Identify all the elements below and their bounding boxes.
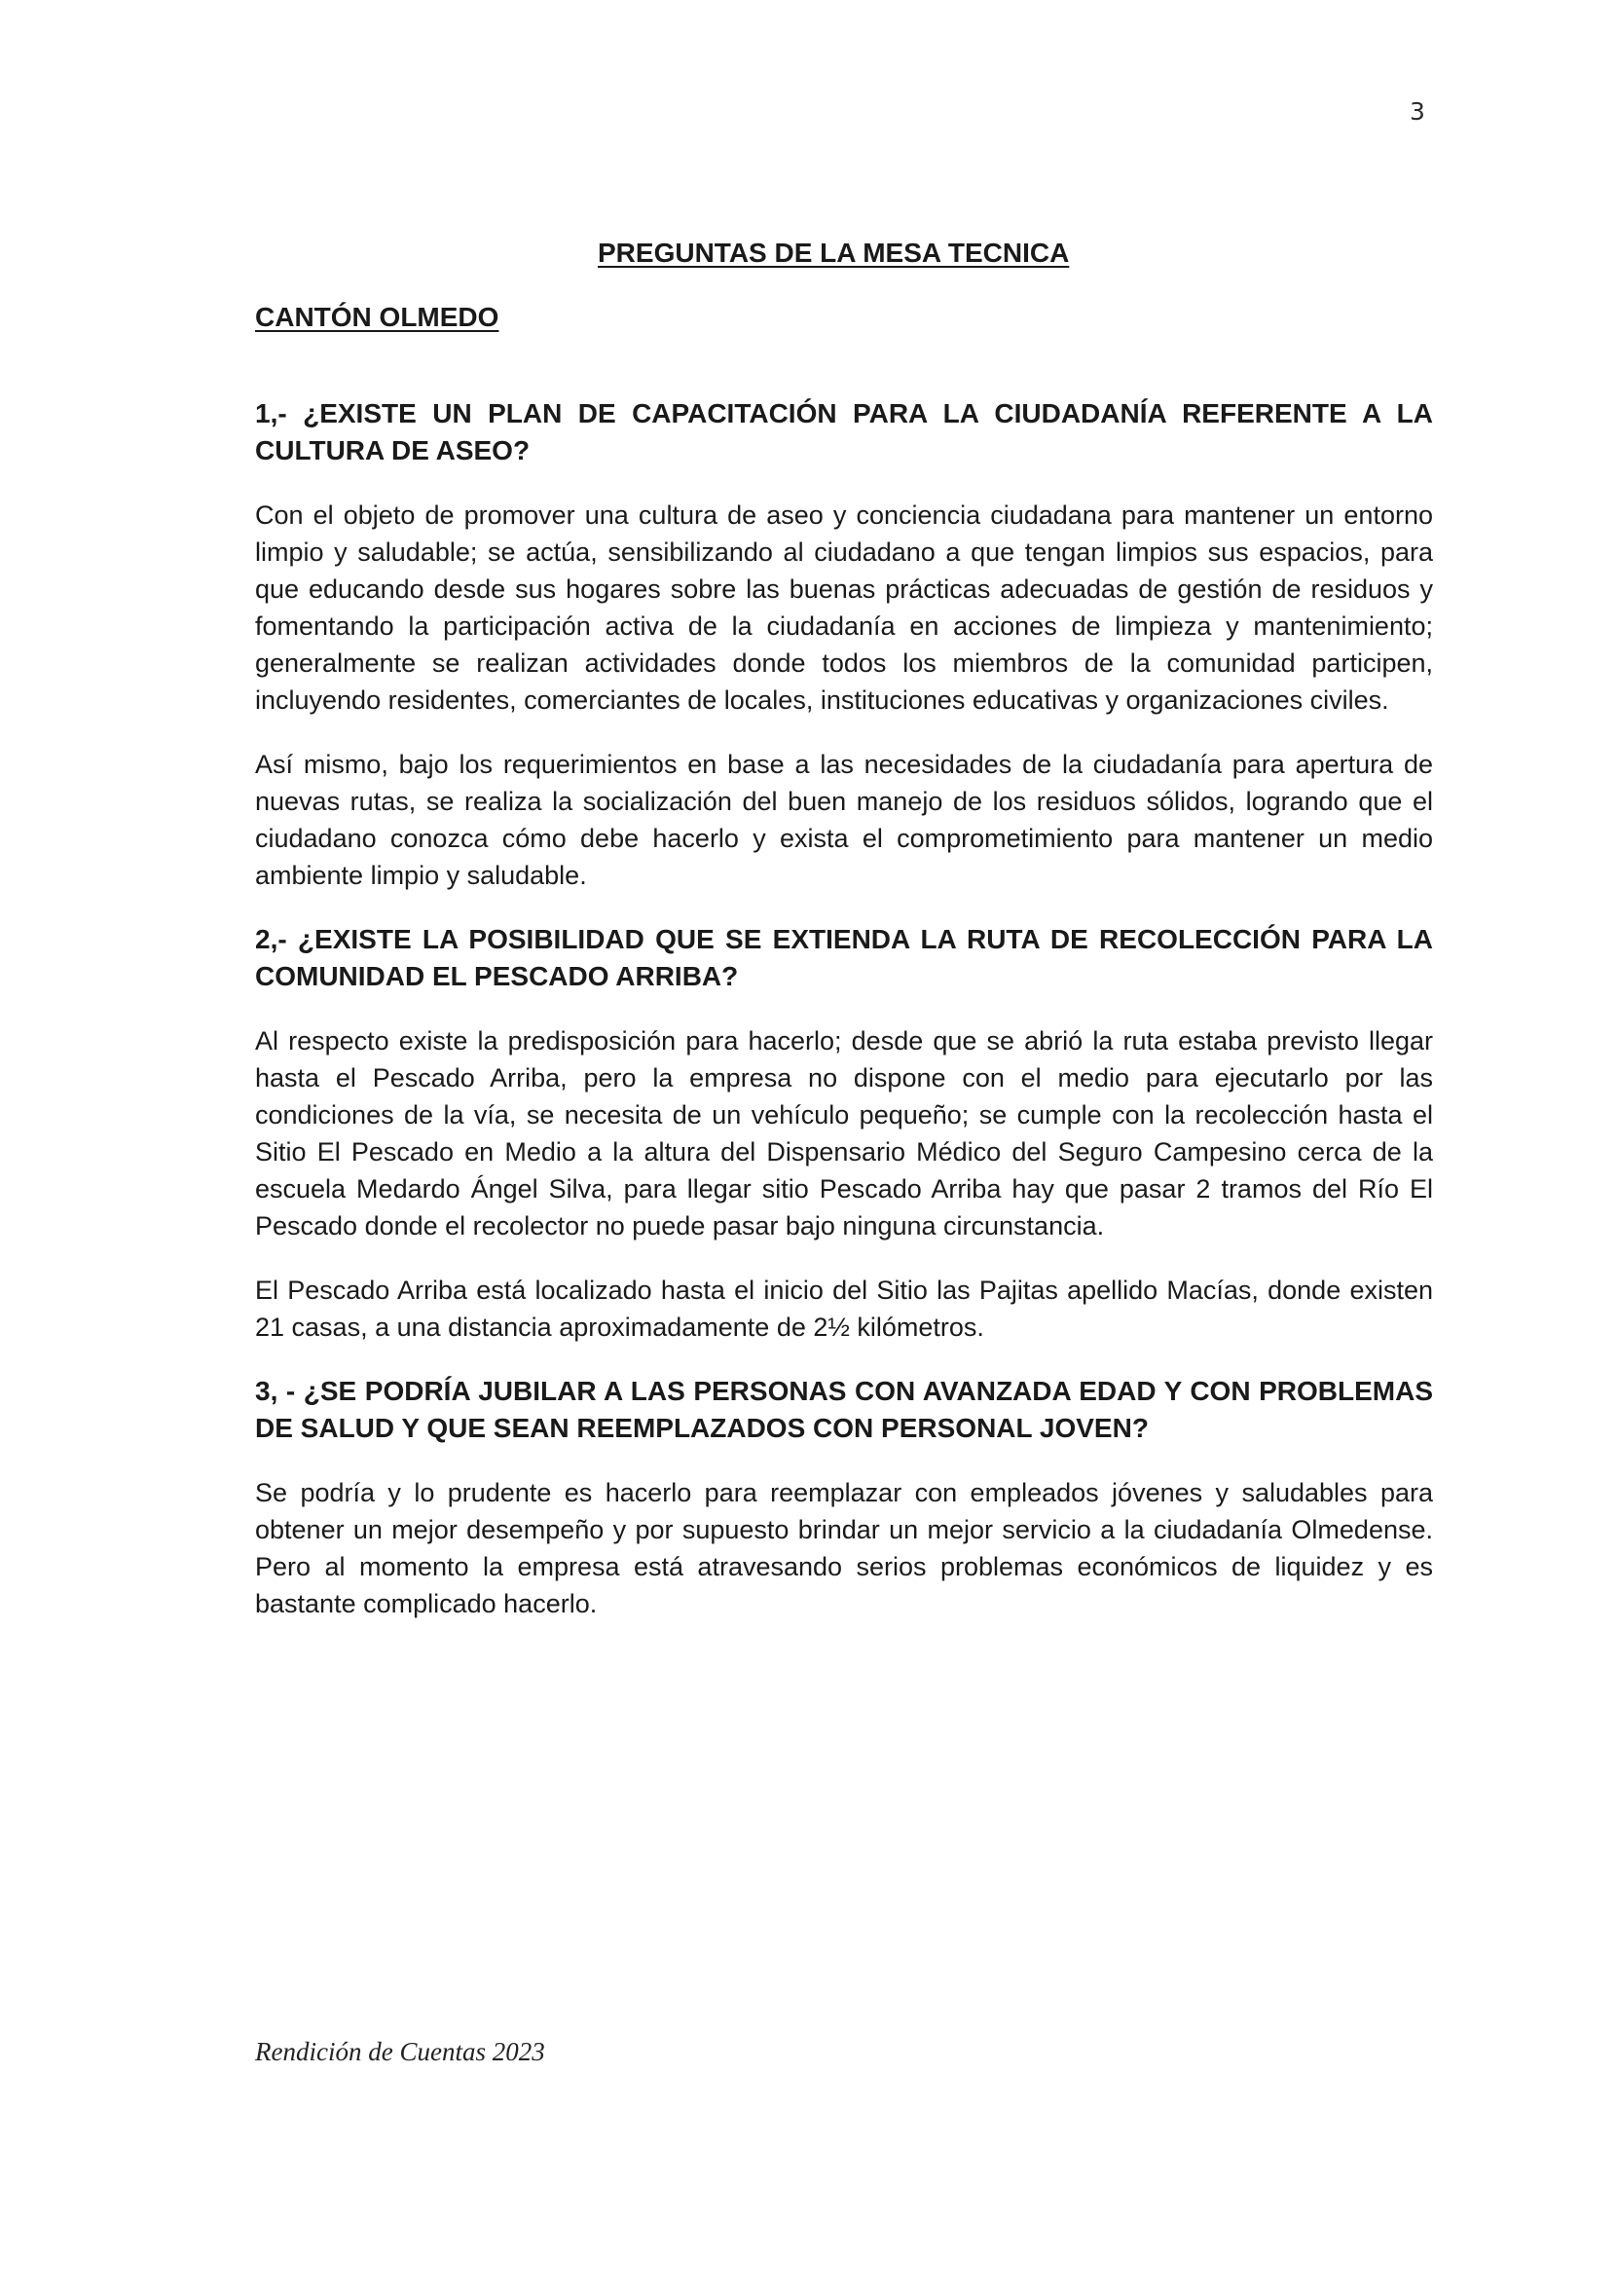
question-1: 1,- ¿EXISTE UN PLAN DE CAPACITACIÓN PARA LA CIUDADANÍA REFERENTE A LA CULTURA DE ASEO? <box>255 398 1433 465</box>
document-title: PREGUNTAS DE LA MESA TECNICA <box>598 238 1070 268</box>
document-body <box>255 395 1433 1622</box>
question-3: 3, - ¿SE PODRÍA JUBILAR A LAS PERSONAS CON AVANZADA EDAD Y CON PROBLEMAS DE SALUD Y QUE SEAN REEMPLAZADOS CON PERSONAL JOVEN? <box>255 1376 1433 1443</box>
section-title: CANTÓN OLMEDO <box>255 302 499 332</box>
answer-2-paragraph-2: El Pescado Arriba está localizado hasta el inicio del Sitio las Pajitas apellido Macías, donde existen 21 casas, a una distancia aproximadamente de 2½ kilómetros. <box>255 1276 1433 1342</box>
answer-2-paragraph-1: Al respecto existe la predisposición para hacerlo; desde que se abrió la ruta estaba previsto llegar hasta el Pescado Arriba, pero la empresa no dispone con el medio para ejecutarlo por las condiciones de la vía, se necesita de un vehículo pequeño; se cumple con la recolección hasta el Sitio El Pescado en Medio a la altura del Dispensario Médico del Seguro Campesino cerca de la escuela Medardo Ángel Silva, para llegar sitio Pescado Arriba hay que pasar 2 tramos del Río El Pescado donde el recolector no puede pasar bajo ninguna circunstancia. <box>255 1026 1433 1241</box>
answer-1-paragraph-2: Así mismo, bajo los requerimientos en base a las necesidades de la ciudadanía para apertura de nuevas rutas, se realiza la socialización del buen manejo de los residuos sólidos, logrando que el ciudadano conozca cómo debe hacerlo y exista el comprometimiento para mantener un medio ambiente limpio y saludable. <box>255 750 1433 890</box>
question-2: 2,- ¿EXISTE LA POSIBILIDAD QUE SE EXTIENDA LA RUTA DE RECOLECCIÓN PARA LA COMUNIDAD EL PESCADO ARRIBA? <box>255 924 1433 991</box>
answer-1-paragraph-1: Con el objeto de promover una cultura de aseo y conciencia ciudadana para mantener un entorno limpio y saludable; se actúa, sensibilizando al ciudadano a que tengan limpios sus espacios, para que educando desde sus hogares sobre las buenas prácticas adecuadas de gestión de residuos y fomentando la participación activa de la ciudadanía en acciones de limpieza y mantenimiento; generalmente se realizan actividades donde todos los miembros de la comunidad participen, incluyendo residentes, comerciantes de locales, instituciones educativas y organizaciones civiles. <box>255 500 1433 715</box>
page-number: 3 <box>1410 97 1425 126</box>
answer-3-paragraph-1: Se podría y lo prudente es hacerlo para reemplazar con empleados jóvenes y saludables para obtener un mejor desempeño y por supuesto brindar un mejor servicio a la ciudadanía Olmedense. Pero al momento la empresa está atravesando serios problemas económicos de liquidez y es bastante complicado hacerlo. <box>255 1478 1433 1618</box>
footer-text: Rendición de Cuentas 2023 <box>255 2037 545 2066</box>
